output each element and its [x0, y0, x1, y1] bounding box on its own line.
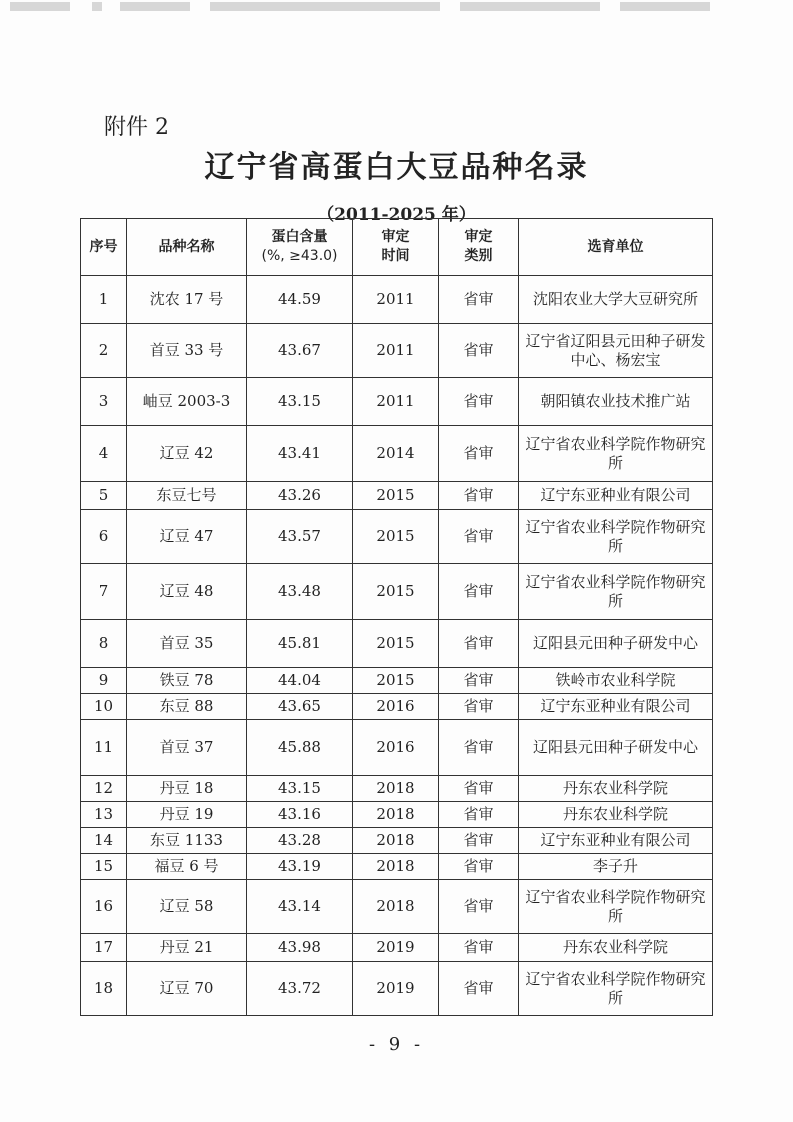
- page-title: 辽宁省高蛋白大豆品种名录: [204, 150, 589, 185]
- header-year-line2: 时间: [381, 248, 410, 264]
- cell-protein: 43.19: [247, 854, 353, 880]
- cell-variety: 辽豆 58: [127, 880, 247, 934]
- cell-unit: 朝阳镇农业技术推广站: [519, 378, 713, 426]
- cell-unit: 辽宁东亚种业有限公司: [519, 482, 713, 510]
- cell-variety: 辽豆 48: [127, 564, 247, 620]
- table-row: [81, 620, 713, 668]
- cell-type: 省审: [439, 426, 519, 482]
- table-row: [81, 880, 713, 934]
- table-row: [81, 378, 713, 426]
- cell-index: 9: [81, 668, 127, 694]
- cell-variety: 东豆 88: [127, 694, 247, 720]
- cell-year: 2018: [353, 880, 439, 934]
- cell-variety: 丹豆 19: [127, 802, 247, 828]
- cell-protein: 43.48: [247, 564, 353, 620]
- scan-artifact: [0, 0, 793, 18]
- cell-protein: 43.26: [247, 482, 353, 510]
- cell-protein: 45.81: [247, 620, 353, 668]
- cell-year: 2016: [353, 720, 439, 776]
- cell-index: 17: [81, 934, 127, 962]
- cell-unit: 辽宁省农业科学院作物研究所: [519, 510, 713, 564]
- cell-protein: 43.65: [247, 694, 353, 720]
- cell-unit: 沈阳农业大学大豆研究所: [519, 276, 713, 324]
- cell-index: 3: [81, 378, 127, 426]
- cell-year: 2015: [353, 482, 439, 510]
- cell-variety: 首豆 35: [127, 620, 247, 668]
- header-type-line1: 审定: [464, 229, 493, 245]
- cell-unit: 丹东农业科学院: [519, 934, 713, 962]
- cell-index: 1: [81, 276, 127, 324]
- cell-protein: 43.72: [247, 962, 353, 1016]
- cell-year: 2015: [353, 564, 439, 620]
- cell-type: 省审: [439, 776, 519, 802]
- cell-unit: 辽宁省辽阳县元田种子研发中心、杨宏宝: [519, 324, 713, 378]
- cell-index: 11: [81, 720, 127, 776]
- header-year-line1: 审定: [381, 229, 410, 245]
- table-row: [81, 854, 713, 880]
- header-protein-line1: 蛋白含量: [271, 229, 328, 245]
- cell-variety: 铁豆 78: [127, 668, 247, 694]
- cell-protein: 43.57: [247, 510, 353, 564]
- table-row: [81, 776, 713, 802]
- table-row: [81, 564, 713, 620]
- cell-variety: 辽豆 70: [127, 962, 247, 1016]
- cell-unit: 辽宁省农业科学院作物研究所: [519, 962, 713, 1016]
- cell-variety: 沈农 17 号: [127, 276, 247, 324]
- cell-index: 2: [81, 324, 127, 378]
- cell-unit: 辽宁省农业科学院作物研究所: [519, 564, 713, 620]
- cell-year: 2015: [353, 510, 439, 564]
- cell-unit: 丹东农业科学院: [519, 776, 713, 802]
- cell-index: 15: [81, 854, 127, 880]
- cell-index: 4: [81, 426, 127, 482]
- cell-protein: 44.04: [247, 668, 353, 694]
- table-row: [81, 962, 713, 1016]
- table-row: [81, 426, 713, 482]
- cell-year: 2018: [353, 828, 439, 854]
- table-header: [81, 219, 713, 276]
- cell-year: 2014: [353, 426, 439, 482]
- cell-protein: 43.15: [247, 776, 353, 802]
- cell-index: 16: [81, 880, 127, 934]
- cell-year: 2019: [353, 962, 439, 1016]
- attachment-label: 附件 2: [104, 115, 169, 140]
- cell-protein: 43.28: [247, 828, 353, 854]
- cell-variety: 辽豆 42: [127, 426, 247, 482]
- table-row: [81, 668, 713, 694]
- cell-year: 2016: [353, 694, 439, 720]
- header-protein: [247, 219, 353, 276]
- table-row: [81, 324, 713, 378]
- cell-variety: 首豆 37: [127, 720, 247, 776]
- cell-index: 10: [81, 694, 127, 720]
- cell-index: 7: [81, 564, 127, 620]
- cell-unit: 铁岭市农业科学院: [519, 668, 713, 694]
- cell-index: 6: [81, 510, 127, 564]
- table-row: [81, 510, 713, 564]
- cell-protein: 43.15: [247, 378, 353, 426]
- page-number: - 9 -: [368, 1034, 425, 1055]
- header-index: 序号: [81, 219, 127, 276]
- header-type: [439, 219, 519, 276]
- cell-unit: 辽阳县元田种子研发中心: [519, 620, 713, 668]
- cell-type: 省审: [439, 962, 519, 1016]
- cell-protein: 43.14: [247, 880, 353, 934]
- table-row: [81, 720, 713, 776]
- cell-year: 2018: [353, 776, 439, 802]
- table-body: [81, 276, 713, 1016]
- cell-type: 省审: [439, 880, 519, 934]
- cell-variety: 东豆七号: [127, 482, 247, 510]
- variety-table: [80, 218, 713, 1016]
- cell-protein: 44.59: [247, 276, 353, 324]
- cell-variety: 首豆 33 号: [127, 324, 247, 378]
- cell-type: 省审: [439, 668, 519, 694]
- cell-type: 省审: [439, 378, 519, 426]
- cell-type: 省审: [439, 802, 519, 828]
- table-row: [81, 276, 713, 324]
- cell-protein: 43.16: [247, 802, 353, 828]
- cell-type: 省审: [439, 828, 519, 854]
- cell-unit: 辽宁东亚种业有限公司: [519, 828, 713, 854]
- cell-year: 2015: [353, 668, 439, 694]
- cell-protein: 43.67: [247, 324, 353, 378]
- table-row: [81, 482, 713, 510]
- header-variety: 品种名称: [127, 219, 247, 276]
- cell-year: 2011: [353, 324, 439, 378]
- table-row: [81, 802, 713, 828]
- cell-type: 省审: [439, 620, 519, 668]
- cell-year: 2018: [353, 854, 439, 880]
- cell-type: 省审: [439, 510, 519, 564]
- cell-protein: 43.41: [247, 426, 353, 482]
- cell-unit: 辽宁省农业科学院作物研究所: [519, 880, 713, 934]
- table-row: [81, 694, 713, 720]
- cell-variety: 丹豆 21: [127, 934, 247, 962]
- cell-variety: 辽豆 47: [127, 510, 247, 564]
- cell-type: 省审: [439, 720, 519, 776]
- cell-type: 省审: [439, 564, 519, 620]
- cell-unit: 辽宁东亚种业有限公司: [519, 694, 713, 720]
- cell-type: 省审: [439, 324, 519, 378]
- cell-variety: 福豆 6 号: [127, 854, 247, 880]
- cell-year: 2015: [353, 620, 439, 668]
- header-unit: 选育单位: [519, 219, 713, 276]
- cell-type: 省审: [439, 276, 519, 324]
- cell-type: 省审: [439, 854, 519, 880]
- table-row: [81, 828, 713, 854]
- cell-variety: 东豆 1133: [127, 828, 247, 854]
- cell-type: 省审: [439, 934, 519, 962]
- cell-year: 2011: [353, 276, 439, 324]
- cell-year: 2019: [353, 934, 439, 962]
- cell-protein: 45.88: [247, 720, 353, 776]
- cell-type: 省审: [439, 482, 519, 510]
- cell-unit: 辽阳县元田种子研发中心: [519, 720, 713, 776]
- header-type-line2: 类别: [464, 248, 493, 264]
- cell-variety: 岫豆 2003-3: [127, 378, 247, 426]
- cell-unit: 辽宁省农业科学院作物研究所: [519, 426, 713, 482]
- cell-index: 5: [81, 482, 127, 510]
- cell-unit: 李子升: [519, 854, 713, 880]
- cell-unit: 丹东农业科学院: [519, 802, 713, 828]
- cell-year: 2011: [353, 378, 439, 426]
- table-row: [81, 934, 713, 962]
- cell-type: 省审: [439, 694, 519, 720]
- cell-protein: 43.98: [247, 934, 353, 962]
- page-subtitle: （2011-2025 年）: [317, 205, 476, 225]
- cell-index: 13: [81, 802, 127, 828]
- header-year: [353, 219, 439, 276]
- cell-variety: 丹豆 18: [127, 776, 247, 802]
- cell-index: 8: [81, 620, 127, 668]
- cell-index: 14: [81, 828, 127, 854]
- cell-index: 18: [81, 962, 127, 1016]
- cell-index: 12: [81, 776, 127, 802]
- header-protein-line2: (%, ≥43.0): [261, 248, 338, 264]
- cell-year: 2018: [353, 802, 439, 828]
